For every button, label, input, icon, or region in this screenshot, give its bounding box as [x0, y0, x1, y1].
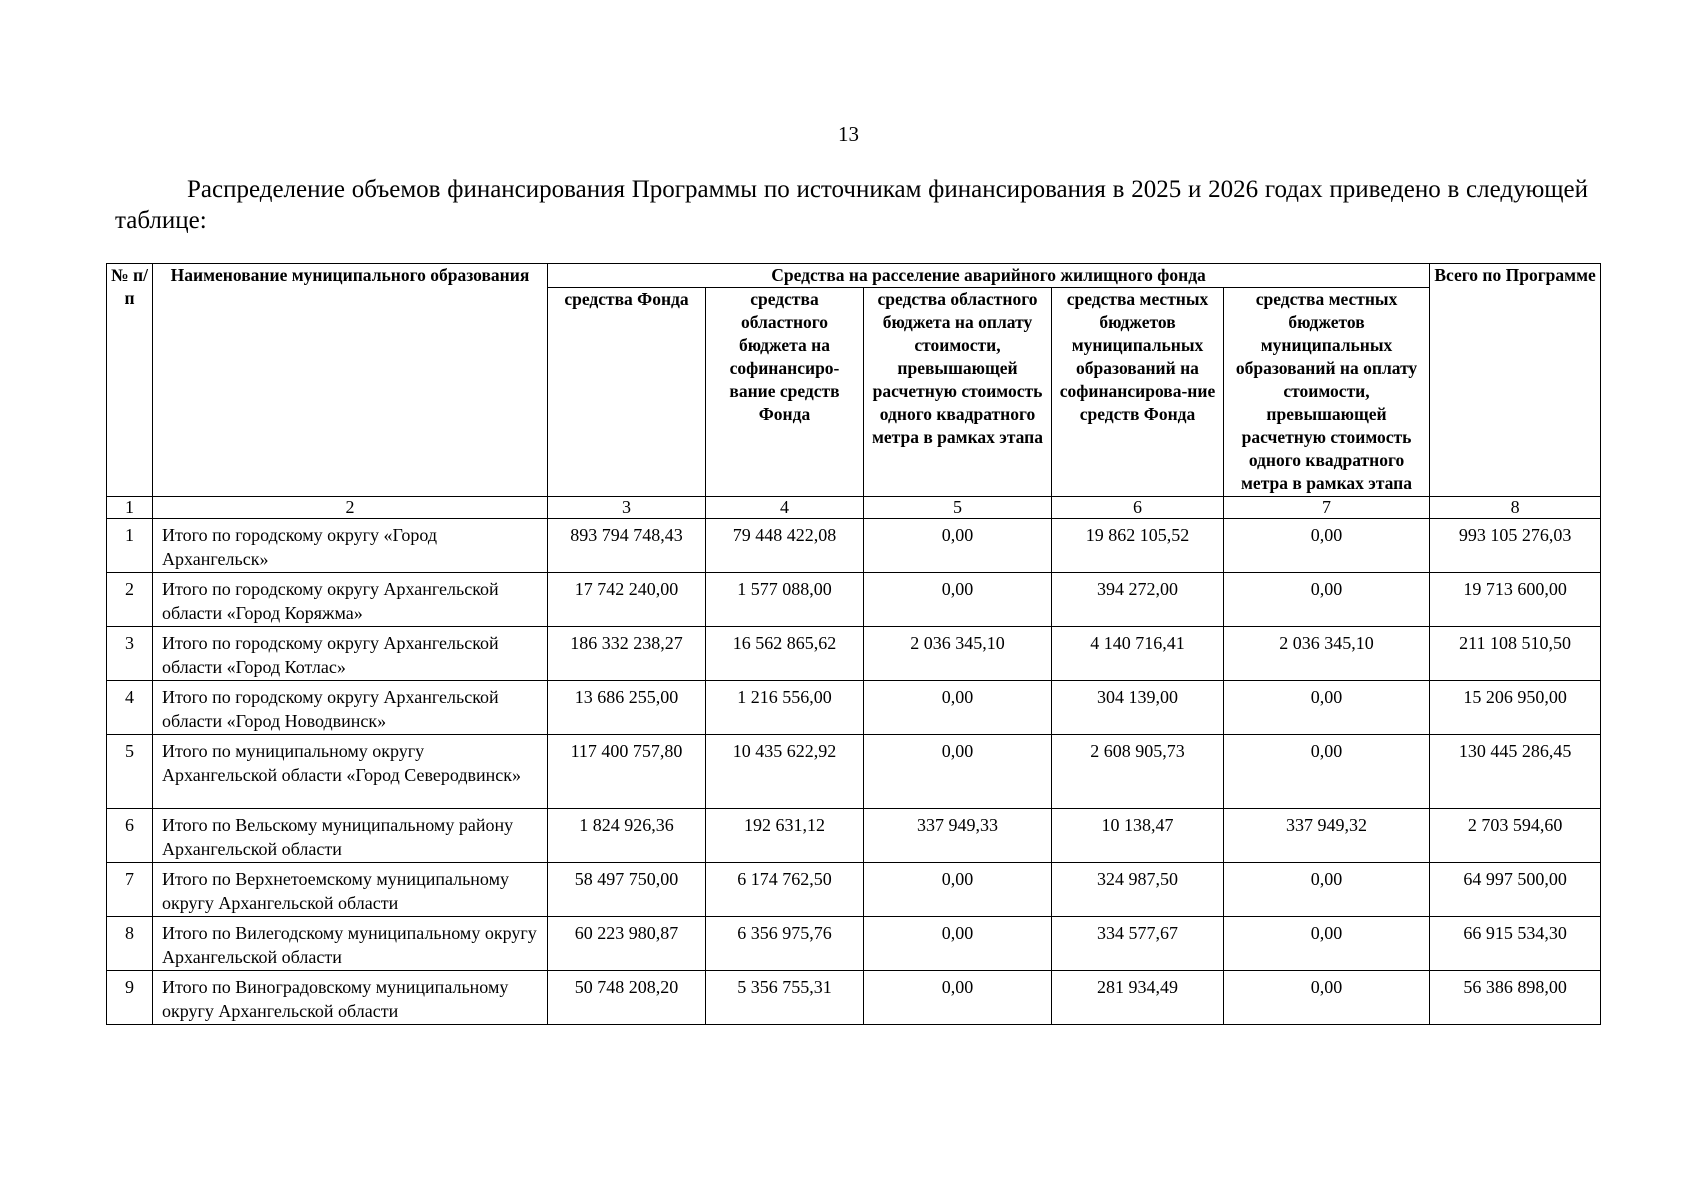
local-cofin-amount: 19 862 105,52 [1052, 519, 1224, 573]
table-row [107, 519, 1601, 573]
local-excess-amount: 0,00 [1224, 573, 1430, 627]
header-local-cofin: средства местных бюджетов муниципальных образований на софинансирова-ние средств Фонда [1052, 288, 1224, 497]
column-number: 7 [1224, 497, 1430, 519]
region-cofin-amount: 6 174 762,50 [706, 863, 864, 917]
local-cofin-amount: 334 577,67 [1052, 917, 1224, 971]
header-region-excess: средства областного бюджета на оплату стоимости, превышающей расчетную стоимость одного квадратного метра в рамках этапа [864, 288, 1052, 497]
row-number: 4 [107, 681, 153, 735]
local-excess-amount: 0,00 [1224, 917, 1430, 971]
region-excess-amount: 0,00 [864, 573, 1052, 627]
region-excess-amount: 0,00 [864, 917, 1052, 971]
municipality-name: Итого по Виноградовскому муниципальному округу Архангельской области [153, 971, 548, 1025]
fund-amount: 17 742 240,00 [548, 573, 706, 627]
fund-amount: 186 332 238,27 [548, 627, 706, 681]
row-number: 7 [107, 863, 153, 917]
table-row [107, 573, 1601, 627]
local-excess-amount: 0,00 [1224, 863, 1430, 917]
intro-text: Распределение объемов финансирования Программы по источникам финансирования в 2025 и 2026 годах приведено в следующей таблице: [115, 176, 1588, 234]
column-number: 8 [1430, 497, 1601, 519]
column-number: 2 [153, 497, 548, 519]
region-cofin-amount: 1 216 556,00 [706, 681, 864, 735]
table-row [107, 863, 1601, 917]
region-cofin-amount: 10 435 622,92 [706, 735, 864, 809]
header-total: Всего по Программе [1430, 264, 1601, 497]
column-number: 4 [706, 497, 864, 519]
fund-amount: 60 223 980,87 [548, 917, 706, 971]
fund-amount: 1 824 926,36 [548, 809, 706, 863]
total-amount: 19 713 600,00 [1430, 573, 1601, 627]
header-name: Наименование муниципального образования [153, 264, 548, 497]
row-number: 1 [107, 519, 153, 573]
municipality-name: Итого по Вилегодскому муниципальному округу Архангельской области [153, 917, 548, 971]
local-cofin-amount: 10 138,47 [1052, 809, 1224, 863]
table-row [107, 917, 1601, 971]
local-excess-amount: 0,00 [1224, 735, 1430, 809]
region-cofin-amount: 192 631,12 [706, 809, 864, 863]
region-excess-amount: 0,00 [864, 735, 1052, 809]
total-amount: 66 915 534,30 [1430, 917, 1601, 971]
table-row [107, 971, 1601, 1025]
total-amount: 130 445 286,45 [1430, 735, 1601, 809]
region-excess-amount: 0,00 [864, 863, 1052, 917]
row-number: 9 [107, 971, 153, 1025]
municipality-name: Итого по городскому округу Архангельской области «Город Новодвинск» [153, 681, 548, 735]
financing-table [106, 263, 1601, 1025]
region-cofin-amount: 6 356 975,76 [706, 917, 864, 971]
total-amount: 56 386 898,00 [1430, 971, 1601, 1025]
column-number: 6 [1052, 497, 1224, 519]
row-number: 3 [107, 627, 153, 681]
total-amount: 993 105 276,03 [1430, 519, 1601, 573]
table-row [107, 627, 1601, 681]
local-cofin-amount: 4 140 716,41 [1052, 627, 1224, 681]
fund-amount: 893 794 748,43 [548, 519, 706, 573]
header-row-top [107, 264, 1601, 288]
row-number: 5 [107, 735, 153, 809]
municipality-name: Итого по муниципальному округу Архангельской области «Город Северодвинск» [153, 735, 548, 809]
region-excess-amount: 0,00 [864, 681, 1052, 735]
total-amount: 2 703 594,60 [1430, 809, 1601, 863]
municipality-name: Итого по городскому округу «Город Архангельск» [153, 519, 548, 573]
region-cofin-amount: 1 577 088,00 [706, 573, 864, 627]
local-excess-amount: 2 036 345,10 [1224, 627, 1430, 681]
total-amount: 64 997 500,00 [1430, 863, 1601, 917]
municipality-name: Итого по Верхнетоемскому муниципальному округу Архангельской области [153, 863, 548, 917]
header-local-excess: средства местных бюджетов муниципальных образований на оплату стоимости, превышающей расчетную стоимость одного квадратного метра в рамках этапа [1224, 288, 1430, 497]
row-number: 6 [107, 809, 153, 863]
column-number: 3 [548, 497, 706, 519]
table-row [107, 735, 1601, 809]
column-number-row [107, 497, 1601, 519]
header-region-cofin: средства областного бюджета на софинансиро-вание средств Фонда [706, 288, 864, 497]
region-cofin-amount: 16 562 865,62 [706, 627, 864, 681]
region-excess-amount: 0,00 [864, 971, 1052, 1025]
column-number: 1 [107, 497, 153, 519]
total-amount: 211 108 510,50 [1430, 627, 1601, 681]
region-excess-amount: 0,00 [864, 519, 1052, 573]
header-fund: средства Фонда [548, 288, 706, 497]
local-excess-amount: 337 949,32 [1224, 809, 1430, 863]
fund-amount: 13 686 255,00 [548, 681, 706, 735]
table-row [107, 681, 1601, 735]
region-cofin-amount: 79 448 422,08 [706, 519, 864, 573]
header-no: № п/п [107, 264, 153, 497]
fund-amount: 50 748 208,20 [548, 971, 706, 1025]
header-group: Средства на расселение аварийного жилищного фонда [548, 264, 1430, 288]
fund-amount: 117 400 757,80 [548, 735, 706, 809]
table-row [107, 809, 1601, 863]
region-excess-amount: 2 036 345,10 [864, 627, 1052, 681]
column-number: 5 [864, 497, 1052, 519]
intro-paragraph [115, 174, 1588, 236]
local-excess-amount: 0,00 [1224, 681, 1430, 735]
municipality-name: Итого по Вельскому муниципальному району Архангельской области [153, 809, 548, 863]
local-cofin-amount: 394 272,00 [1052, 573, 1224, 627]
row-number: 2 [107, 573, 153, 627]
local-cofin-amount: 281 934,49 [1052, 971, 1224, 1025]
page-number: 13 [838, 122, 859, 146]
municipality-name: Итого по городскому округу Архангельской области «Город Котлас» [153, 627, 548, 681]
fund-amount: 58 497 750,00 [548, 863, 706, 917]
row-number: 8 [107, 917, 153, 971]
local-excess-amount: 0,00 [1224, 971, 1430, 1025]
local-cofin-amount: 2 608 905,73 [1052, 735, 1224, 809]
local-cofin-amount: 324 987,50 [1052, 863, 1224, 917]
municipality-name: Итого по городскому округу Архангельской области «Город Коряжма» [153, 573, 548, 627]
local-cofin-amount: 304 139,00 [1052, 681, 1224, 735]
region-cofin-amount: 5 356 755,31 [706, 971, 864, 1025]
total-amount: 15 206 950,00 [1430, 681, 1601, 735]
region-excess-amount: 337 949,33 [864, 809, 1052, 863]
local-excess-amount: 0,00 [1224, 519, 1430, 573]
